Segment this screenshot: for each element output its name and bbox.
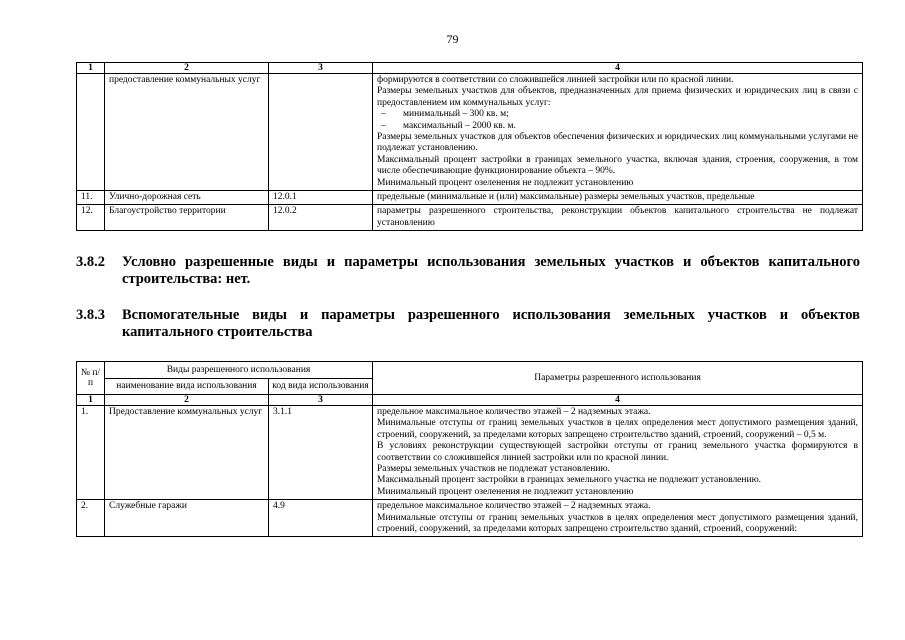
- table-row: [77, 74, 863, 191]
- table-row: [77, 406, 863, 500]
- column-number: 2: [105, 395, 269, 406]
- column-number: 3: [269, 395, 373, 406]
- section-heading-3-8-3: [76, 307, 860, 341]
- use-name: предоставление коммунальных услуг: [105, 74, 269, 191]
- section-number: 3.8.3: [76, 307, 105, 323]
- parameter-paragraph: Максимальный процент застройки в границах земельного участка не подлежит установлению.: [377, 475, 762, 486]
- use-code: 12.0.2: [269, 205, 373, 231]
- row-number: 12.: [77, 205, 105, 231]
- header-use-code: код вида использования: [269, 378, 373, 395]
- header-parameters: Параметры разрешенного использования: [373, 362, 863, 395]
- parameter-paragraph: В условиях реконструкции существующей застройки отступы от границ земельного участка формируются в соответствии со сложившейся линией застройки или по красной линии.: [377, 441, 859, 463]
- parameter-paragraph: предельные (минимальные и (или) максимальные) размеры земельных участков, предельные: [377, 192, 755, 203]
- use-parameters: [373, 205, 863, 231]
- use-name: Улично-дорожная сеть: [105, 191, 269, 205]
- use-name: Служебные гаражи: [105, 500, 269, 537]
- table-header-row: [77, 362, 863, 379]
- use-code: 12.0.1: [269, 191, 373, 205]
- parameter-paragraph: Размеры земельных участков не подлежат установлению.: [377, 464, 610, 475]
- column-number: 1: [77, 63, 105, 74]
- row-number: 2.: [77, 500, 105, 537]
- use-parameters: [373, 500, 863, 537]
- row-number: [77, 74, 105, 191]
- parameter-paragraph: Размеры земельных участков для объектов, предназначенных для приема физических и юридических лиц в связи с предоставлением им коммунальных услуг:: [377, 86, 858, 108]
- column-number: 4: [373, 63, 863, 74]
- dash-item-text: максимальный – 2000 кв. м.: [403, 120, 516, 131]
- use-parameters: [373, 406, 863, 500]
- table-column-numbers: [77, 63, 863, 74]
- section-title: Вспомогательные виды и параметры разрешенного использования земельных участков и объектов капитального строительства: [122, 307, 860, 340]
- use-code: [269, 74, 373, 191]
- use-name: Благоустройство территории: [105, 205, 269, 231]
- column-number: 3: [269, 63, 373, 74]
- column-number: 2: [105, 63, 269, 74]
- dash-list-item: [377, 121, 858, 132]
- section-heading-3-8-2: [76, 254, 860, 288]
- table-column-numbers: [77, 395, 863, 406]
- parameter-paragraph: Минимальные отступы от границ земельных участков в целях определения мест допустимого размещения зданий, строений, сооружений, за пределами которых запрещено строительство зданий, строений, сооружений – 0,5 м.: [377, 418, 859, 440]
- table-row: [77, 205, 863, 231]
- parameter-paragraph: Минимальный процент озеленения не подлежит установлению: [377, 177, 634, 188]
- row-number: 11.: [77, 191, 105, 205]
- section-title: Условно разрешенные виды и параметры использования земельных участков и объектов капитального строительства: нет.: [122, 254, 860, 287]
- dash-list-item: [377, 109, 858, 120]
- table-permitted-uses-continued: [76, 62, 863, 231]
- use-code: 4.9: [269, 500, 373, 537]
- parameter-paragraph: Максимальный процент застройки в границах земельного участка, включая здания, строения, сооружения, в том числе обеспечивающие функционирование объекта – 90%.: [377, 154, 858, 177]
- use-name: Предоставление коммунальных услуг: [105, 406, 269, 500]
- table-row: [77, 191, 863, 205]
- header-use-name: наименование вида использования: [105, 378, 269, 395]
- header-number: № п/п: [77, 362, 105, 395]
- parameter-paragraph: Минимальный процент озеленения не подлежит установлению: [377, 486, 634, 497]
- use-parameters: [373, 74, 863, 191]
- column-number: 1: [77, 395, 105, 406]
- table-auxiliary-uses: [76, 361, 863, 537]
- dash-marker: –: [381, 109, 386, 120]
- parameter-paragraph: формируются в соответствии со сложившейся линией застройки или по красной линии.: [377, 75, 734, 85]
- parameter-paragraph: Минимальные отступы от границ земельных участков в целях определения мест допустимого размещения зданий, строений, сооружений, за пределами которых запрещено строительство зданий, строений, сооружений:: [377, 512, 859, 535]
- use-parameters: [373, 191, 863, 205]
- column-number: 4: [373, 395, 863, 406]
- parameter-paragraph: предельное максимальное количество этажей – 2 надземных этажа.: [377, 501, 651, 512]
- parameter-paragraph: параметры разрешенного строительства, реконструкции объектов капитального строительства не подлежат установлению: [377, 206, 858, 228]
- header-group: Виды разрешенного использования: [105, 362, 373, 379]
- parameter-paragraph: Размеры земельных участков для объектов обеспечения физических и юридических лиц коммунальными услугами не подлежат установлению.: [377, 132, 858, 154]
- section-number: 3.8.2: [76, 254, 105, 270]
- page-number: 79: [446, 32, 459, 46]
- dash-marker: –: [381, 120, 386, 131]
- dash-item-text: минимальный – 300 кв. м;: [403, 109, 509, 120]
- use-code: 3.1.1: [269, 406, 373, 500]
- row-number: 1.: [77, 406, 105, 500]
- parameter-paragraph: предельное максимальное количество этажей – 2 надземных этажа.: [377, 407, 651, 417]
- table-row: [77, 500, 863, 537]
